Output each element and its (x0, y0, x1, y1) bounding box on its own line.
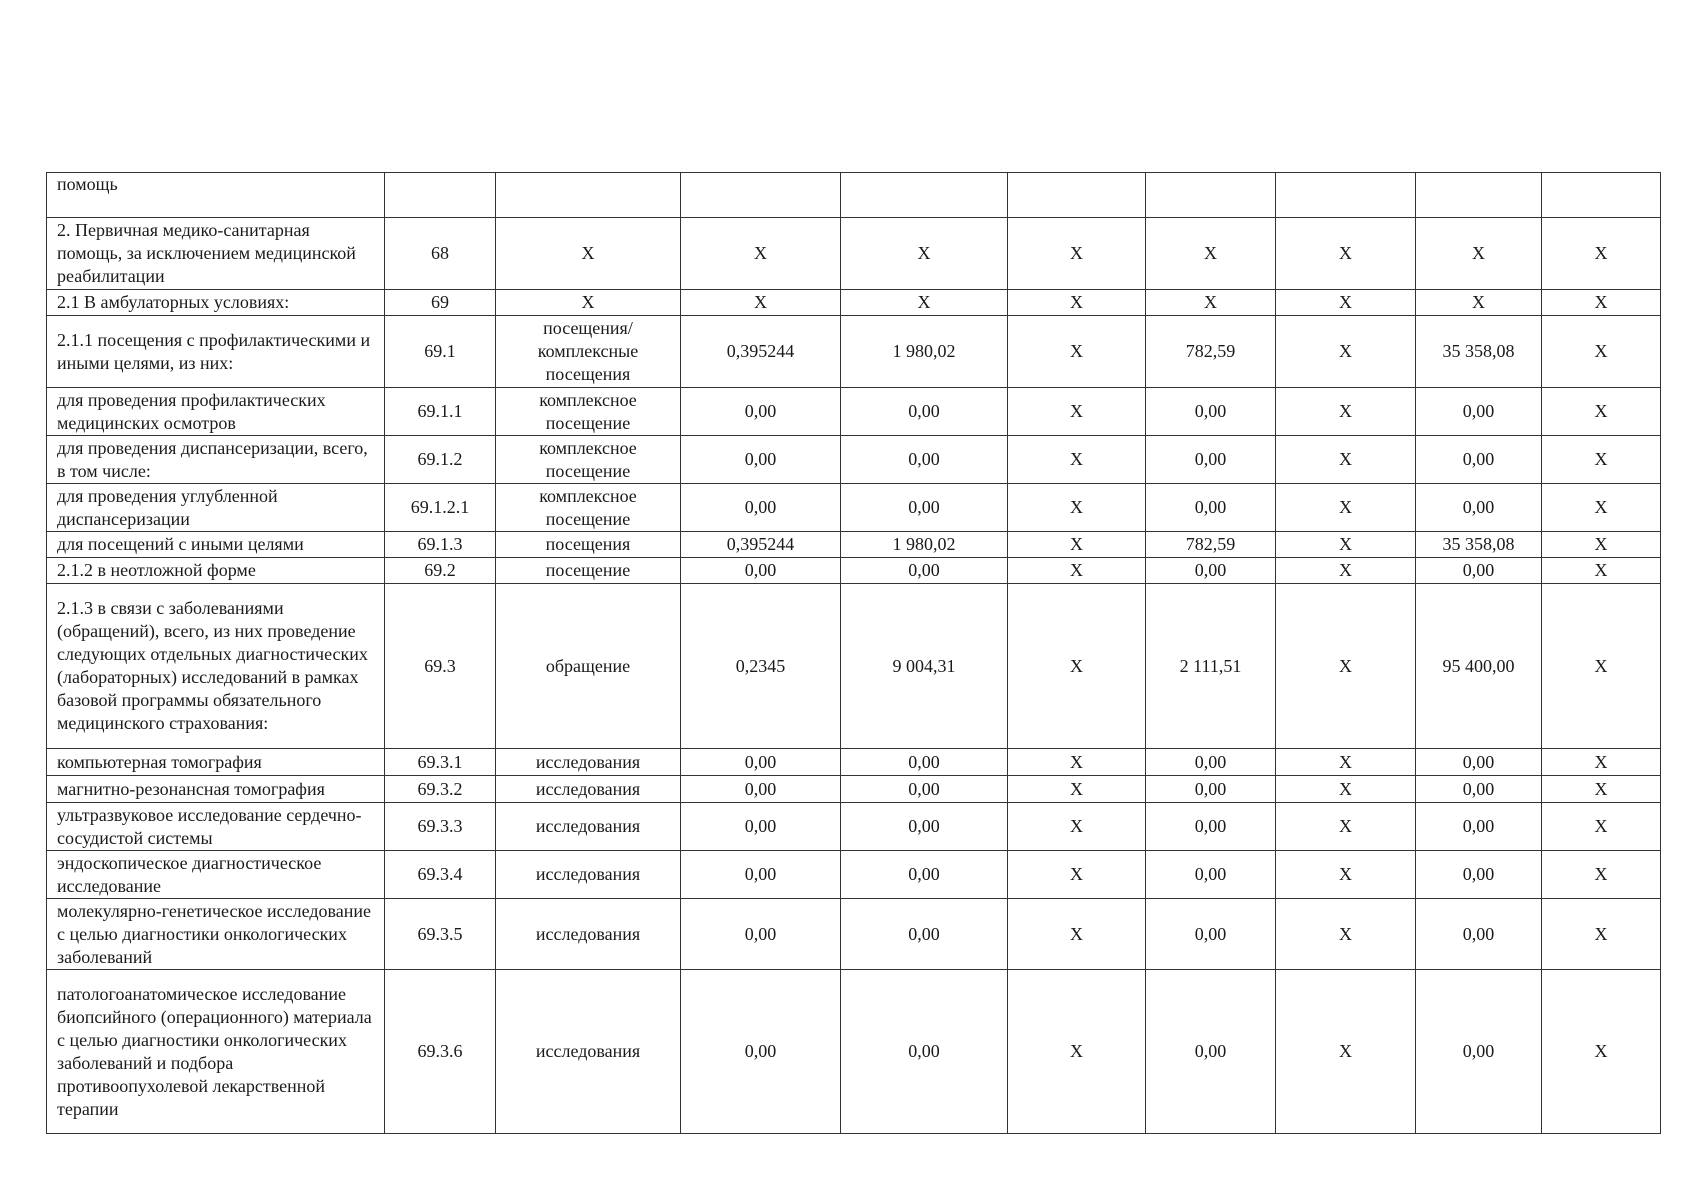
row-value-5: X (1276, 532, 1416, 558)
table-row (47, 218, 1661, 290)
row-code: 69 (385, 290, 496, 316)
row-value-7: X (1542, 749, 1661, 776)
row-name: 2.1 В амбулаторных условиях: (47, 290, 385, 316)
table-row (47, 436, 1661, 484)
row-value-5: X (1276, 218, 1416, 290)
row-value-2: X (841, 218, 1008, 290)
row-value-6: 0,00 (1416, 851, 1542, 899)
row-value-5: X (1276, 803, 1416, 851)
row-value-1: 0,00 (681, 388, 841, 436)
row-value-6: 35 358,08 (1416, 316, 1542, 388)
row-value-3: X (1008, 532, 1146, 558)
row-value-5: X (1276, 584, 1416, 749)
row-value-7: X (1542, 899, 1661, 970)
row-value-2: 0,00 (841, 749, 1008, 776)
row-value-6: X (1416, 218, 1542, 290)
row-value-3: X (1008, 218, 1146, 290)
row-value-2: 0,00 (841, 851, 1008, 899)
row-value-1: 0,00 (681, 899, 841, 970)
tariff-table (46, 172, 1661, 1134)
row-value-2: 0,00 (841, 970, 1008, 1134)
row-value-6: 0,00 (1416, 436, 1542, 484)
row-value-5: X (1276, 558, 1416, 584)
row-value-4: 0,00 (1146, 899, 1276, 970)
row-value-5 (1276, 173, 1416, 218)
row-value-3: X (1008, 899, 1146, 970)
row-value-3: X (1008, 803, 1146, 851)
row-name: 2. Первичная медико-санитарная помощь, за исключением медицинской реабилитации (47, 218, 385, 290)
row-unit: исследования (496, 803, 681, 851)
table-row (47, 173, 1661, 218)
row-value-1: 0,2345 (681, 584, 841, 749)
row-value-7: X (1542, 316, 1661, 388)
row-value-4: 782,59 (1146, 532, 1276, 558)
row-name: для проведения углубленной диспансеризации (47, 484, 385, 532)
row-value-5: X (1276, 749, 1416, 776)
row-value-3: X (1008, 290, 1146, 316)
row-value-7: X (1542, 532, 1661, 558)
row-unit: посещение (496, 558, 681, 584)
table-row (47, 749, 1661, 776)
row-name: молекулярно-генетическое исследование с целью диагностики онкологических заболеваний (47, 899, 385, 970)
row-unit: исследования (496, 776, 681, 803)
row-value-2: 0,00 (841, 899, 1008, 970)
row-unit: исследования (496, 749, 681, 776)
row-name: 2.1.3 в связи с заболеваниями (обращений), всего, из них проведение следующих отдельных диагностических (лабораторных) исследований в рамках базовой программы обязательного медицинского страхования: (47, 584, 385, 749)
row-value-6: 0,00 (1416, 484, 1542, 532)
row-value-3: X (1008, 558, 1146, 584)
row-name: 2.1.2 в неотложной форме (47, 558, 385, 584)
row-value-4: 0,00 (1146, 803, 1276, 851)
row-value-7: X (1542, 218, 1661, 290)
row-value-4: 2 111,51 (1146, 584, 1276, 749)
row-value-4: 0,00 (1146, 558, 1276, 584)
row-value-5: X (1276, 970, 1416, 1134)
row-unit: комплексное посещение (496, 484, 681, 532)
row-value-1: 0,00 (681, 484, 841, 532)
row-unit: X (496, 290, 681, 316)
row-value-5: X (1276, 316, 1416, 388)
table-row (47, 290, 1661, 316)
row-value-7: X (1542, 290, 1661, 316)
row-value-5: X (1276, 899, 1416, 970)
row-value-6 (1416, 173, 1542, 218)
row-code: 69.3 (385, 584, 496, 749)
row-code: 68 (385, 218, 496, 290)
row-value-5: X (1276, 436, 1416, 484)
row-code: 69.3.3 (385, 803, 496, 851)
row-value-4: X (1146, 290, 1276, 316)
row-value-3: X (1008, 388, 1146, 436)
row-value-4: 782,59 (1146, 316, 1276, 388)
row-value-1: 0,00 (681, 970, 841, 1134)
row-value-2: 0,00 (841, 388, 1008, 436)
row-value-2: 1 980,02 (841, 316, 1008, 388)
table-row (47, 970, 1661, 1134)
row-value-5: X (1276, 388, 1416, 436)
row-value-7: X (1542, 484, 1661, 532)
row-code: 69.1 (385, 316, 496, 388)
row-value-1: 0,00 (681, 776, 841, 803)
row-name: для проведения диспансеризации, всего, в том числе: (47, 436, 385, 484)
row-code: 69.1.1 (385, 388, 496, 436)
row-value-7: X (1542, 558, 1661, 584)
table-row (47, 532, 1661, 558)
table-row (47, 388, 1661, 436)
row-name: патологоанатомическое исследование биопсийного (операционного) материала с целью диагностики онкологических заболеваний и подбора противоопухолевой лекарственной терапии (47, 970, 385, 1134)
row-value-6: 0,00 (1416, 970, 1542, 1134)
row-value-6: 0,00 (1416, 388, 1542, 436)
row-unit: X (496, 218, 681, 290)
row-code: 69.2 (385, 558, 496, 584)
row-value-3 (1008, 173, 1146, 218)
row-value-7: X (1542, 388, 1661, 436)
table-row (47, 558, 1661, 584)
row-value-4 (1146, 173, 1276, 218)
row-value-1: 0,00 (681, 558, 841, 584)
row-unit: комплексное посещение (496, 388, 681, 436)
row-value-7: X (1542, 776, 1661, 803)
row-value-6: 0,00 (1416, 776, 1542, 803)
row-code: 69.3.5 (385, 899, 496, 970)
table-row (47, 484, 1661, 532)
row-code: 69.1.2 (385, 436, 496, 484)
document-sheet (46, 172, 1660, 1134)
row-value-1 (681, 173, 841, 218)
row-value-4: X (1146, 218, 1276, 290)
row-value-2: 1 980,02 (841, 532, 1008, 558)
row-value-7: X (1542, 851, 1661, 899)
row-value-3: X (1008, 584, 1146, 749)
row-value-1: 0,00 (681, 803, 841, 851)
table-row (47, 803, 1661, 851)
row-code: 69.3.1 (385, 749, 496, 776)
row-value-2: 0,00 (841, 484, 1008, 532)
row-value-3: X (1008, 970, 1146, 1134)
row-value-1: 0,395244 (681, 532, 841, 558)
row-name: ультразвуковое исследование сердечно-сосудистой системы (47, 803, 385, 851)
row-name: 2.1.1 посещения с профилактическими и иными целями, из них: (47, 316, 385, 388)
row-value-7: X (1542, 584, 1661, 749)
row-value-5: X (1276, 851, 1416, 899)
row-name: магнитно-резонансная томография (47, 776, 385, 803)
row-value-7: X (1542, 436, 1661, 484)
row-value-1: 0,395244 (681, 316, 841, 388)
row-name: для посещений с иными целями (47, 532, 385, 558)
row-value-6: 0,00 (1416, 803, 1542, 851)
row-value-3: X (1008, 436, 1146, 484)
row-unit (496, 173, 681, 218)
row-value-4: 0,00 (1146, 851, 1276, 899)
table-row (47, 851, 1661, 899)
row-value-1: X (681, 290, 841, 316)
row-code: 69.3.4 (385, 851, 496, 899)
row-value-6: 0,00 (1416, 749, 1542, 776)
row-value-7 (1542, 173, 1661, 218)
table-row (47, 584, 1661, 749)
row-code (385, 173, 496, 218)
table-row (47, 316, 1661, 388)
row-unit: комплексное посещение (496, 436, 681, 484)
row-value-3: X (1008, 316, 1146, 388)
row-value-7: X (1542, 803, 1661, 851)
row-value-5: X (1276, 290, 1416, 316)
row-code: 69.3.2 (385, 776, 496, 803)
row-value-5: X (1276, 776, 1416, 803)
row-value-4: 0,00 (1146, 749, 1276, 776)
table-row (47, 899, 1661, 970)
row-value-6: 95 400,00 (1416, 584, 1542, 749)
row-name: для проведения профилактических медицинских осмотров (47, 388, 385, 436)
row-unit: исследования (496, 851, 681, 899)
row-name: помощь (47, 173, 385, 218)
row-value-2: 9 004,31 (841, 584, 1008, 749)
row-unit: обращение (496, 584, 681, 749)
row-value-2: X (841, 290, 1008, 316)
row-value-6: 35 358,08 (1416, 532, 1542, 558)
row-name: компьютерная томография (47, 749, 385, 776)
row-value-1: 0,00 (681, 851, 841, 899)
row-value-1: 0,00 (681, 436, 841, 484)
table-row (47, 776, 1661, 803)
row-value-3: X (1008, 851, 1146, 899)
row-value-4: 0,00 (1146, 484, 1276, 532)
row-value-3: X (1008, 484, 1146, 532)
row-unit: посещения (496, 532, 681, 558)
row-unit: исследования (496, 970, 681, 1134)
row-value-2: 0,00 (841, 436, 1008, 484)
row-value-6: X (1416, 290, 1542, 316)
row-code: 69.1.2.1 (385, 484, 496, 532)
row-unit: посещения/комплексные посещения (496, 316, 681, 388)
row-value-7: X (1542, 970, 1661, 1134)
row-value-3: X (1008, 749, 1146, 776)
row-value-4: 0,00 (1146, 388, 1276, 436)
row-value-3: X (1008, 776, 1146, 803)
row-value-6: 0,00 (1416, 558, 1542, 584)
row-code: 69.3.6 (385, 970, 496, 1134)
row-value-6: 0,00 (1416, 899, 1542, 970)
row-value-2: 0,00 (841, 558, 1008, 584)
row-value-2 (841, 173, 1008, 218)
row-value-4: 0,00 (1146, 436, 1276, 484)
row-value-2: 0,00 (841, 776, 1008, 803)
row-unit: исследования (496, 899, 681, 970)
row-value-1: 0,00 (681, 749, 841, 776)
row-value-4: 0,00 (1146, 776, 1276, 803)
row-value-4: 0,00 (1146, 970, 1276, 1134)
row-value-2: 0,00 (841, 803, 1008, 851)
row-value-1: X (681, 218, 841, 290)
row-name: эндоскопическое диагностическое исследование (47, 851, 385, 899)
row-value-5: X (1276, 484, 1416, 532)
row-code: 69.1.3 (385, 532, 496, 558)
